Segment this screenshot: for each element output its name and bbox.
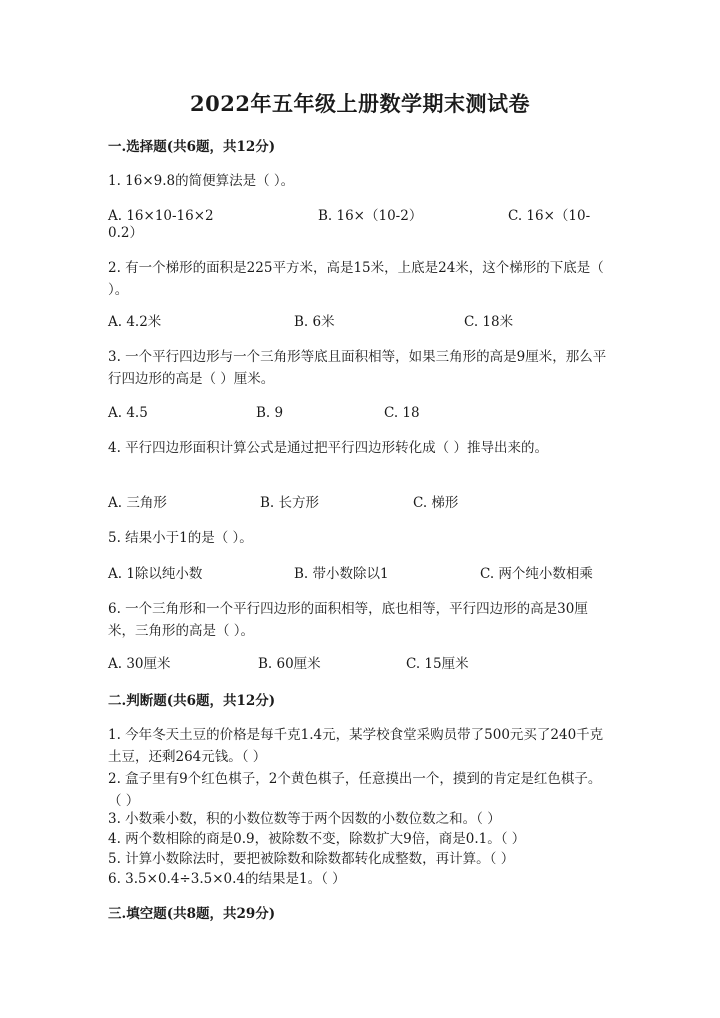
option-c: C. 18米 bbox=[464, 314, 514, 330]
section-heading-judgment: 二.判断题(共6题，共12分) bbox=[108, 693, 276, 709]
choice-options-1 bbox=[108, 205, 608, 227]
option-a: A. 4.5 bbox=[108, 405, 148, 421]
judgment-question-1: 1. 今年冬天土豆的价格是每千克1.4元，某学校食堂采购员带了500元买了240千克土豆，还剩264元钱。（ ） bbox=[108, 727, 604, 765]
option-b: B. 16×（10-2） bbox=[318, 208, 423, 224]
option-b: B. 9 bbox=[256, 405, 284, 421]
choice-question-4: 4. 平行四边形面积计算公式是通过把平行四边形转化成（ ）推导出来的。 bbox=[108, 440, 548, 456]
option-b: B. 6米 bbox=[294, 314, 335, 330]
option-c: C. 18 bbox=[384, 405, 420, 421]
choice-question-1: 1. 16×9.8的简便算法是（ ）。 bbox=[108, 173, 295, 189]
judgment-question-2: 2. 盒子里有9个红色棋子，2个黄色棋子，任意摸出一个，摸到的肯定是红色棋子。（ ） bbox=[108, 771, 602, 809]
judgment-question-5: 5. 计算小数除法时，要把被除数和除数都转化成整数，再计算。（ ） bbox=[108, 851, 515, 867]
choice-options-3 bbox=[108, 402, 608, 424]
choice-options-6 bbox=[108, 653, 608, 675]
option-a: A. 16×10-16×2 bbox=[108, 208, 214, 224]
option-a: A. 30厘米 bbox=[108, 656, 171, 672]
choice-options-4 bbox=[108, 492, 608, 514]
choice-question-5: 5. 结果小于1的是（ ）。 bbox=[108, 530, 253, 546]
choice-question-2: 2. 有一个梯形的面积是225平方米，高是15米，上底是24米，这个梯形的下底是（ ）。 bbox=[108, 260, 604, 298]
option-b: B. 60厘米 bbox=[258, 656, 321, 672]
section-heading-choice: 一.选择题(共6题，共12分) bbox=[108, 139, 276, 155]
option-c: C. 16×（10- bbox=[508, 208, 591, 224]
option-c: C. 15厘米 bbox=[406, 656, 469, 672]
judgment-question-4: 4. 两个数相除的商是0.9，被除数不变，除数扩大9倍，商是0.1。（ ） bbox=[108, 831, 526, 847]
choice-options-5 bbox=[108, 563, 608, 585]
option-a: A. 三角形 bbox=[108, 495, 167, 511]
option-a: A. 4.2米 bbox=[108, 314, 162, 330]
option-c: C. 两个纯小数相乘 bbox=[480, 566, 593, 582]
judgment-question-6: 6. 3.5×0.4÷3.5×0.4的结果是1。（ ） bbox=[108, 871, 346, 887]
choice-question-3: 3. 一个平行四边形与一个三角形等底且面积相等，如果三角形的高是9厘米，那么平行四边形的高是（ ）厘米。 bbox=[108, 349, 607, 387]
section-heading-fill: 三.填空题(共8题，共29分) bbox=[108, 906, 276, 922]
option-c-wrap: 0.2） bbox=[108, 225, 143, 241]
option-b: B. 带小数除以1 bbox=[294, 566, 389, 582]
option-a: A. 1除以纯小数 bbox=[108, 566, 203, 582]
exam-title: 2022年五年级上册数学期末测试卷 bbox=[190, 91, 530, 116]
choice-options-2 bbox=[108, 311, 608, 333]
option-c: C. 梯形 bbox=[413, 495, 459, 511]
judgment-question-3: 3. 小数乘小数，积的小数位数等于两个因数的小数位数之和。（ ） bbox=[108, 811, 501, 827]
choice-question-6: 6. 一个三角形和一个平行四边形的面积相等，底也相等，平行四边形的高是30厘米，三角形的高是（ ）。 bbox=[108, 601, 588, 639]
option-b: B. 长方形 bbox=[260, 495, 320, 511]
